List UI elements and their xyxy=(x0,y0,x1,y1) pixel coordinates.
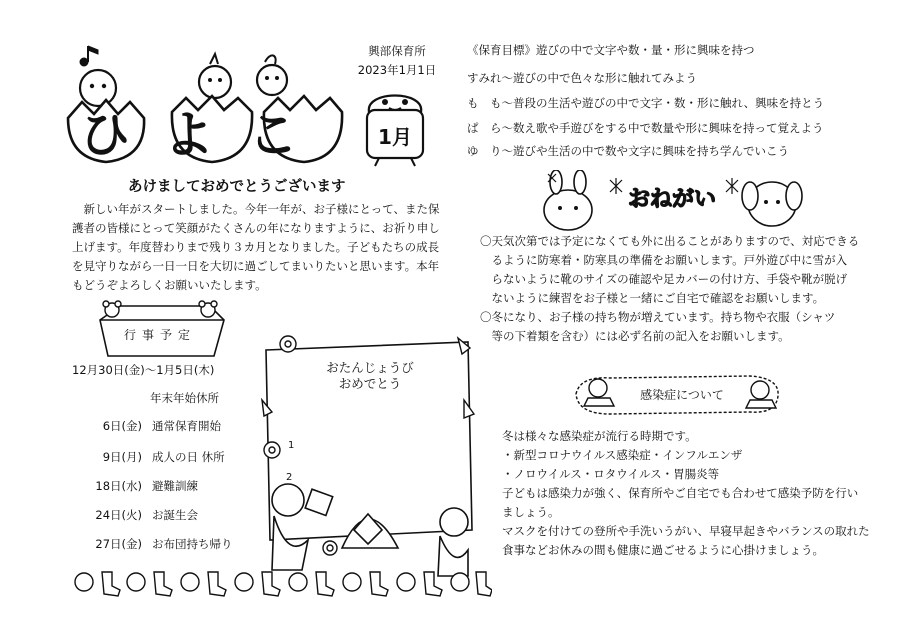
goal-momo: も も～普段の生活や遊びの中で文字・数・形に触れ、興味を持とう xyxy=(467,96,825,110)
greeting-title: あけましておめでとうございます xyxy=(128,179,346,195)
cat-face-icon xyxy=(75,573,93,591)
infection-line: 子どもは感染力が強く、保育所やご自宅でも合わせて感染予防を行い xyxy=(502,486,859,500)
schedule-title: 行事予定 xyxy=(123,328,196,342)
infection-line: ・ノロウイルス・ロタウイルス・胃腸炎等 xyxy=(502,467,720,481)
schedule-row: 9日(月) 成人の日 休所 xyxy=(102,450,225,464)
sock-icon xyxy=(102,572,120,596)
sock-icon xyxy=(316,572,334,596)
goal-main: 《保育目標》遊びの中で文字や数・量・形に興味を持つ xyxy=(467,43,755,57)
pig-face-icon xyxy=(181,573,199,591)
music-note-icon xyxy=(80,46,98,66)
schedule-row: 6日(金) 通常保育開始 xyxy=(102,419,221,433)
infection-header xyxy=(570,370,785,418)
request-line: ないように練習をお子様と一緒にご自宅で確認をお願いします。 xyxy=(480,291,825,305)
issue-date: 2023年1月1日 xyxy=(357,63,437,77)
publisher-name: 興部保育所 xyxy=(368,44,426,58)
infection-line: ・新型コロナウイルス感染症・インフルエンザ xyxy=(502,448,743,462)
svg-text:1: 1 xyxy=(288,440,295,451)
month-badge xyxy=(355,82,435,167)
bear-face-icon xyxy=(127,573,145,591)
logo-text: ひよこ xyxy=(80,106,332,164)
infection-line: 食事などお休みの間も健康に過ごせるように心掛けましょう。 xyxy=(502,543,824,557)
svg-text:1月: 1月 xyxy=(378,125,412,149)
request-line: 〇天気次第では予定になくても外に出ることがありますので、対応できる xyxy=(480,234,860,248)
requests-header xyxy=(540,170,805,235)
publisher-info xyxy=(352,42,442,80)
pig-face-icon xyxy=(451,573,469,591)
sock-icon xyxy=(424,572,442,596)
greeting-body: 新しい年がスタートしました。今年一年が、お子様にとって、また保護者の皆様にとって笑顔がたくさんの年になりますように、お祈り申し上げます。年度替わりまで残り３カ月となりました。子どもたちの成長を見守りながら一日一日を大切に過ごしてまいりたいと思います。本年もどうぞよろしくお願いいたします。 xyxy=(72,202,440,292)
goal-yuri: ゆ り～遊びや生活の中で数や文字に興味を持ち学んでいこう xyxy=(467,144,789,158)
request-line: らないように靴のサイズの確認や足カバーの付け方、手袋や靴が脱げ xyxy=(480,272,848,286)
sock-icon xyxy=(370,572,388,596)
schedule-row: 18日(水) 避難訓練 xyxy=(95,479,198,493)
rabbit-face-icon xyxy=(289,573,307,591)
schedule-row: 24日(火) お誕生会 xyxy=(95,508,198,522)
sock-icon xyxy=(476,572,492,596)
svg-text:感染症について: 感染症について xyxy=(640,388,724,402)
infection-line: 冬は様々な感染症が流行る時期です。 xyxy=(502,429,697,443)
cat-face-icon xyxy=(343,573,361,591)
request-line: るように防寒着・防寒具の準備をお願いします。戸外遊び中に雪が入 xyxy=(480,253,848,267)
request-line: 〇冬になり、お子様の持ち物が増えています。持ち物や衣服（シャツ xyxy=(480,310,836,324)
chick-middle-icon xyxy=(199,66,231,98)
sock-icon xyxy=(262,572,280,596)
kagami-mochi-icon xyxy=(342,514,398,548)
infection-line: マスクを付けての登所や手洗いうがい、早寝早起きやバランスの取れた xyxy=(502,524,870,538)
birthday-title: おたんじょうび おめでとう xyxy=(326,360,414,391)
schedule-first-event: 年末年始休所 xyxy=(150,391,219,405)
chick-left-icon xyxy=(80,70,116,106)
sock-icon xyxy=(154,572,172,596)
decorative-animal-border xyxy=(72,568,492,598)
schedule-first-date: 12月30日(金)～1月5日(木) xyxy=(72,363,215,377)
svg-text:2: 2 xyxy=(286,472,293,483)
infection-line: ましょう。 xyxy=(502,505,560,519)
dog-icon xyxy=(742,182,802,226)
sock-icon xyxy=(208,572,226,596)
goal-sumire: すみれ～遊びの中で色々な形に触れてみよう xyxy=(467,71,697,85)
bear-face-icon xyxy=(397,573,415,591)
schedule-row: 27日(金) お布団持ち帰り xyxy=(95,537,233,551)
request-line: 等の下着類を含む）には必ず名前の記入をお願いします。 xyxy=(480,329,790,343)
chick-right-icon xyxy=(257,65,287,95)
dog-face-icon xyxy=(235,573,253,591)
hiyoko-logo xyxy=(60,40,350,165)
svg-text:おねがい: おねがい xyxy=(627,187,717,212)
goal-bara: ぱ ら～数え歌や手遊びをする中で数量や形に興味を持って覚えよう xyxy=(467,121,824,135)
